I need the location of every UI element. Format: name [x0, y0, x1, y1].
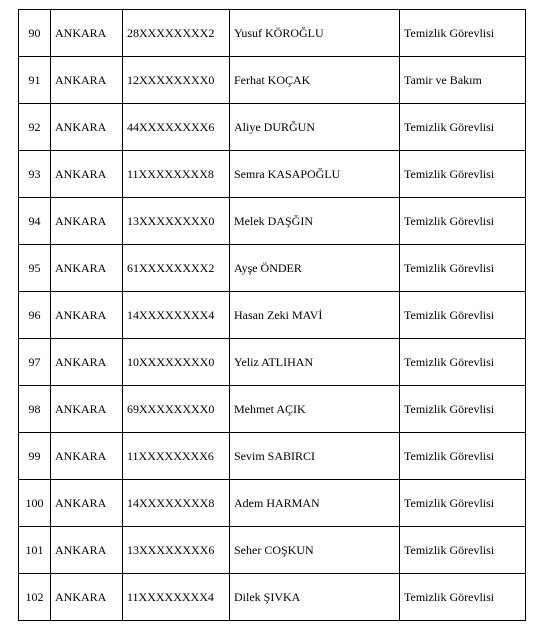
id-number-cell: 11XXXXXXXX4: [123, 574, 230, 621]
table-row: [19, 245, 526, 292]
job-title-cell: Temizlik Görevlisi: [400, 151, 526, 198]
id-number-cell: 12XXXXXXXX0: [123, 57, 230, 104]
job-title-cell: Temizlik Görevlisi: [400, 292, 526, 339]
job-title-cell: Temizlik Görevlisi: [400, 10, 526, 57]
id-number-cell: 44XXXXXXXX6: [123, 104, 230, 151]
city-cell: ANKARA: [51, 104, 123, 151]
city-cell: ANKARA: [51, 480, 123, 527]
full-name-cell: Ayşe ÖNDER: [230, 245, 400, 292]
full-name-cell: Semra KASAPOĞLU: [230, 151, 400, 198]
full-name-cell: Melek DAŞĞIN: [230, 198, 400, 245]
full-name-cell: Yusuf KÖROĞLU: [230, 10, 400, 57]
job-title-cell: Temizlik Görevlisi: [400, 104, 526, 151]
table-row: [19, 339, 526, 386]
job-title-cell: Temizlik Görevlisi: [400, 433, 526, 480]
full-name-cell: Adem HARMAN: [230, 480, 400, 527]
row-number-cell: 93: [19, 151, 51, 198]
personnel-table: [18, 9, 526, 621]
id-number-cell: 61XXXXXXXX2: [123, 245, 230, 292]
id-number-cell: 14XXXXXXXX8: [123, 480, 230, 527]
row-number-cell: 99: [19, 433, 51, 480]
full-name-cell: Sevim SABIRCI: [230, 433, 400, 480]
full-name-cell: Seher COŞKUN: [230, 527, 400, 574]
job-title-cell: Temizlik Görevlisi: [400, 339, 526, 386]
row-number-cell: 101: [19, 527, 51, 574]
row-number-cell: 96: [19, 292, 51, 339]
table-row: [19, 292, 526, 339]
table-row: [19, 10, 526, 57]
row-number-cell: 100: [19, 480, 51, 527]
job-title-cell: Tamir ve Bakım: [400, 57, 526, 104]
row-number-cell: 97: [19, 339, 51, 386]
id-number-cell: 28XXXXXXXX2: [123, 10, 230, 57]
job-title-cell: Temizlik Görevlisi: [400, 527, 526, 574]
full-name-cell: Aliye DURĞUN: [230, 104, 400, 151]
full-name-cell: Ferhat KOÇAK: [230, 57, 400, 104]
city-cell: ANKARA: [51, 574, 123, 621]
id-number-cell: 14XXXXXXXX4: [123, 292, 230, 339]
job-title-cell: Temizlik Görevlisi: [400, 245, 526, 292]
city-cell: ANKARA: [51, 57, 123, 104]
table-row: [19, 386, 526, 433]
job-title-cell: Temizlik Görevlisi: [400, 386, 526, 433]
row-number-cell: 90: [19, 10, 51, 57]
id-number-cell: 11XXXXXXXX6: [123, 433, 230, 480]
row-number-cell: 94: [19, 198, 51, 245]
full-name-cell: Yeliz ATLIHAN: [230, 339, 400, 386]
id-number-cell: 11XXXXXXXX8: [123, 151, 230, 198]
table-row: [19, 574, 526, 621]
row-number-cell: 95: [19, 245, 51, 292]
job-title-cell: Temizlik Görevlisi: [400, 480, 526, 527]
city-cell: ANKARA: [51, 10, 123, 57]
city-cell: ANKARA: [51, 151, 123, 198]
city-cell: ANKARA: [51, 292, 123, 339]
table-row: [19, 151, 526, 198]
city-cell: ANKARA: [51, 527, 123, 574]
row-number-cell: 98: [19, 386, 51, 433]
table-body: [19, 10, 526, 621]
table-row: [19, 527, 526, 574]
row-number-cell: 92: [19, 104, 51, 151]
full-name-cell: Dilek ŞIVKA: [230, 574, 400, 621]
job-title-cell: Temizlik Görevlisi: [400, 198, 526, 245]
table-row: [19, 104, 526, 151]
full-name-cell: Mehmet AÇIK: [230, 386, 400, 433]
id-number-cell: 10XXXXXXXX0: [123, 339, 230, 386]
city-cell: ANKARA: [51, 245, 123, 292]
table-row: [19, 480, 526, 527]
city-cell: ANKARA: [51, 386, 123, 433]
row-number-cell: 91: [19, 57, 51, 104]
table-row: [19, 198, 526, 245]
row-number-cell: 102: [19, 574, 51, 621]
table-row: [19, 433, 526, 480]
city-cell: ANKARA: [51, 198, 123, 245]
id-number-cell: 69XXXXXXXX0: [123, 386, 230, 433]
id-number-cell: 13XXXXXXXX6: [123, 527, 230, 574]
id-number-cell: 13XXXXXXXX0: [123, 198, 230, 245]
table-row: [19, 57, 526, 104]
full-name-cell: Hasan Zeki MAVİ: [230, 292, 400, 339]
city-cell: ANKARA: [51, 433, 123, 480]
city-cell: ANKARA: [51, 339, 123, 386]
job-title-cell: Temizlik Görevlisi: [400, 574, 526, 621]
